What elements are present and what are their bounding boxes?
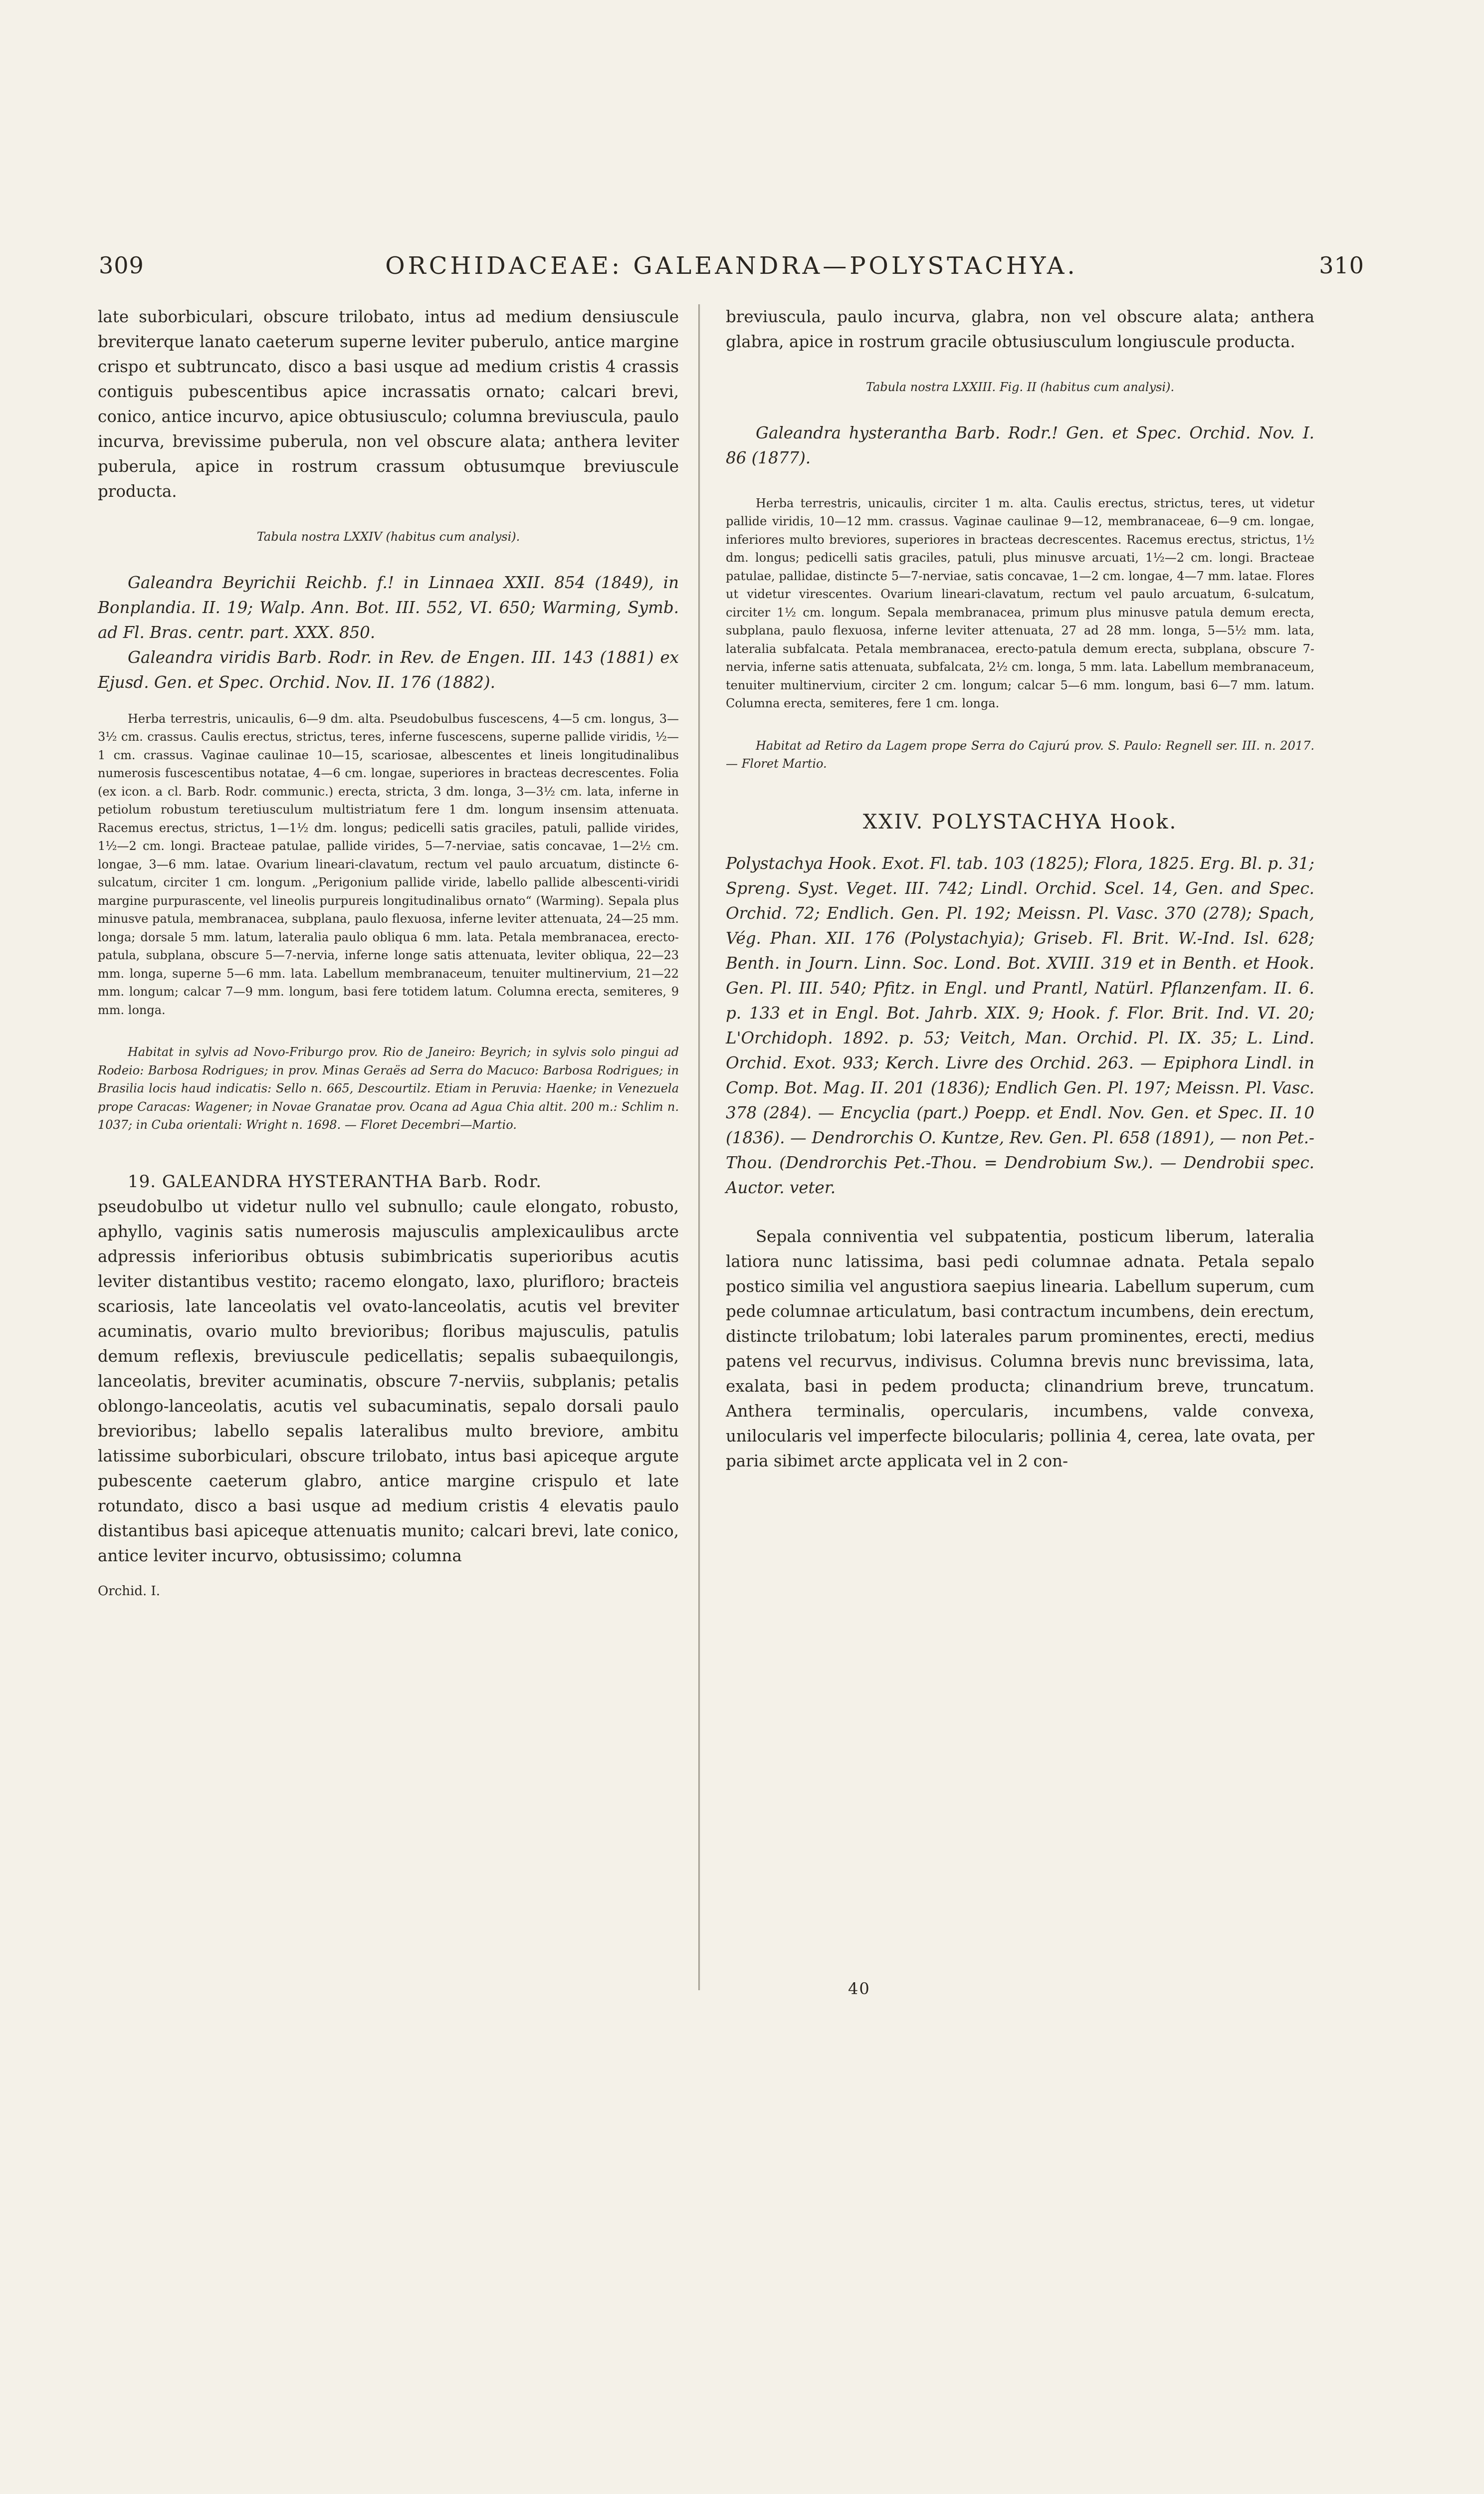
left-synonym-2: Galeandra viridis Barb. Rodr. in Rev. de Engen. III. 143 (1881) ex Ejusd. Gen. et Spec. Orchid. Nov. II. 176 (1882). xyxy=(98,647,679,692)
right-synonym: Galeandra hysterantha Barb. Rodr.! Gen. et Spec. Orchid. Nov. I. 86 (1877). xyxy=(726,423,1314,467)
right-habitat: Habitat ad Retiro da Lagem prope Serra do Cajurú prov. S. Paulo: Regnell ser. III. n. 2017. — Floret Martio. xyxy=(726,738,1314,771)
left-plate-reference: Tabula nostra LXXIV (habitus cum analysi). xyxy=(256,530,520,544)
signature-mark: Orchid. I. xyxy=(98,1583,161,1599)
left-species-diagnosis: pseudobulbo ut videtur nullo vel subnullo; caule elongato, robusto, aphyllo, vaginis satis numerosis majusculis amplexicaulibus arcte adpressis inferioribus obtusis subimbricatis superioribus acutis leviter distantibus vestito; racemo elongato, laxo, plurifloro; bracteis scariosis, late lanceolatis vel ovato-lanceolatis, acutis vel breviter acuminatis, ovario multo brevioribus; floribus majusculis, patulis demum reflexis, breviuscule pedicellatis; sepalis subaequilongis, lanceolatis, breviter acuminatis, obscure 7-nerviis, subplanis; petalis oblongo-lanceolatis, acutis vel subacuminatis, sepalo dorsali paulo brevioribus; labello sepalis lateralibus multo breviore, ambitu latissime suborbiculari, obscure trilobato, intus basi apiceque argute pubescente caeterum glabro, antice margine crispulo et late rotundato, disco a basi usque ad medium cristis 4 elevatis paulo distantibus basi apiceque attenuatis munito; calcari brevi, late conico, antice leviter incurvo, obtusissimo; columna xyxy=(98,1197,679,1565)
column-divider xyxy=(698,304,701,1990)
right-description: Herba terrestris, unicaulis, circiter 1 m. alta. Caulis erectus, strictus, teres, ut videtur pallide viridis, 10—12 mm. crassus. Vaginae caulinae 9—12, membranaceae, 6—9 cm. longae, inferiores multo breviores, superiores in bracteas decrescentes. Racemus erectus, strictus, 1½ dm. longus; pedicelli satis graciles, patuli, plus minusve arcuati, 1½—2 cm. longi. Bracteae patulae, pallidae, distincte 5—7-nerviae, satis concavae, 1—2 cm. longae, 4—7 mm. latae. Flores ut videtur virescentes. Ovarium lineari-clavatum, rectum vel paulo arcuatum, 6-sulcatum, circiter 1½ cm. longum. Sepala membranacea, primum plus minusve patula demum erecta, subplana, paulo flexuosa, inferne leviter attenuata, 27 ad 28 mm. longa, 5—5½ mm. lata, lateralia subfalcata. Petala membranacea, erecto-patula demum erecta, subplana, obscure 7-nervia, inferne satis attenuata, subfalcata, 2½ cm. longa, 5 mm. lata. Labellum membranaceum, tenuiter multinervium, circiter 2 cm. longum; calcar 5—6 mm. longum, basi 6—7 mm. latum. Columna erecta, semiteres, fere 1 cm. longa. xyxy=(726,496,1314,710)
page-number-left: 309 xyxy=(99,252,144,279)
page-header xyxy=(99,252,1364,282)
right-plate-reference: Tabula nostra LXXIII. Fig. II (habitus cum analysi). xyxy=(865,380,1175,394)
species-heading: 19. GALEANDRA HYSTERANTHA Barb. Rodr. xyxy=(128,1171,542,1192)
left-description: Herba terrestris, unicaulis, 6—9 dm. alta. Pseudobulbus fuscescens, 4—5 cm. longus, 3—3½ cm. crassus. Caulis erectus, strictus, teres, inferne fuscescens, superne pallide viridis, ½—1 cm. crassus. Vaginae caulinae 10—15, scariosae, albescentes et lineis longitudinalibus numerosis fuscescentibus notatae, 4—6 cm. longae, superiores in bracteas decrescentes. Folia (ex icon. a cl. Barb. Rodr. communic.) erecta, stricta, 3 dm. longa, 3—3½ cm. lata, inferne in petiolum robustum teretiusculum multistriatum fere 1 dm. longum insensim attenuata. Racemus erectus, strictus, 1—1½ dm. longus; pedicelli satis graciles, patuli, pallide virides, 1½—2 cm. longi. Bracteae patulae, pallide virides, 5—7-nerviae, satis concavae, 1—2½ cm. longae, 3—6 mm. latae. Ovarium lineari-clavatum, rectum vel paulo arcuatum, distincte 6-sulcatum, circiter 1 cm. longum. „Perigonium pallide viride, labello pallide albescenti-viridi margine purpurascente, vel lineolis purpureis longitudinalibus ornato“ (Warming). Sepala plus minusve patula, membranacea, subplana, paulo flexuosa, inferne leviter attenuata, 24—25 mm. longa; dorsale 5 mm. latum, lateralia paulo obliqua 6 mm. lata. Petala membranacea, erecto-patula, subplana, obscure 5—7-nervia, inferne longe satis attenuata, leviter obliqua, 22—23 mm. longa, superne 5—6 mm. lata. Labellum membranaceum, tenuiter multinervium, 21—22 mm. longum; calcar 7—9 mm. longum, basi fere totidem latum. Columna erecta, semiteres, 9 mm. longa. xyxy=(98,711,679,1017)
left-paragraph-continuation: late suborbiculari, obscure trilobato, intus ad medium densiuscule breviterque lanato caeterum superne leviter puberulo, antice margine crispo et subtruncato, disco a basi usque ad medium cristis 4 crassis contiguis pubescentibus apice incrassatis ornato; calcari brevi, conico, antice incurvo, apice obtusiusculo; columna breviuscula, paulo incurva, brevissime puberula, non vel obscure alata; anthera leviter puberula, apice in rostrum crassum obtusumque breviuscule producta. xyxy=(98,307,679,501)
left-synonym-1: Galeandra Beyrichii Reichb. f.! in Linnaea XXII. 854 (1849), in Bonplandia. II. 19; Walp. Ann. Bot. III. 552, VI. 650; Warming, Symb. ad Fl. Bras. centr. part. XXX. 850. xyxy=(98,573,679,642)
genus-synonymy: Polystachya Hook. Exot. Fl. tab. 103 (1825); Flora, 1825. Erg. Bl. p. 31; Spreng. Syst. Veget. III. 742; Lindl. Orchid. Scel. 14, Gen. and Spec. Orchid. 72; Endlich. Gen. Pl. 192; Meissn. Pl. Vasc. 370 (278); Spach, Vég. Phan. XII. 176 (Polystachyia); Griseb. Fl. Brit. W.-Ind. Isl. 628; Benth. in Journ. Linn. Soc. Lond. Bot. XVIII. 319 et in Benth. et Hook. Gen. Pl. III. 540; Pfitz. in Engl. und Prantl, Natürl. Pflanzenfam. II. 6. p. 133 et in Engl. Bot. Jahrb. XIX. 9; Hook. f. Flor. Brit. Ind. VI. 20; L'Orchidoph. 1892. p. 53; Veitch, Man. Orchid. Pl. IX. 35; L. Lind. Orchid. Exot. 933; Kerch. Livre des Orchid. 263. — Epiphora Lindl. in Comp. Bot. Mag. II. 201 (1836); Endlich Gen. Pl. 197; Meissn. Pl. Vasc. 378 (284). — Encyclia (part.) Poepp. et Endl. Nov. Gen. et Spec. II. 10 (1836). — Dendrorchis O. Kuntze, Rev. Gen. Pl. 658 (1891), — non Pet.-Thou. (Dendrorchis Pet.-Thou. = Dendrobium Sw.). — Dendrobii spec. Auctor. veter. xyxy=(726,853,1314,1197)
genus-description: Sepala conniventia vel subpatentia, posticum liberum, lateralia latiora nunc latissima, basi pedi columnae adnata. Petala sepalo postico similia vel angustiora saepius linearia. Labellum superum, cum pede columnae articulatum, basi contractum incumbens, dein erectum, distincte trilobatum; lobi laterales parum prominentes, erecti, medius patens vel recurvus, indivisus. Columna brevis nunc brevissima, lata, exalata, basi in pedem producta; clinandrium breve, truncatum. Anthera terminalis, opercularis, incumbens, valde convexa, unilocularis vel imperfecte bilocularis; pollinia 4, cerea, late ovata, per paria sibimet arcte applicata vel in 2 con- xyxy=(726,1227,1314,1470)
sheet-number: 40 xyxy=(848,1979,870,1998)
genus-section-heading: XXIV. POLYSTACHYA Hook. xyxy=(862,810,1178,833)
right-paragraph-continuation: breviuscula, paulo incurva, glabra, non vel obscure alata; anthera glabra, apice in rostrum gracile obtusiusculum longiuscule producta. xyxy=(726,307,1314,351)
page-number-right: 310 xyxy=(1319,252,1364,279)
running-title: ORCHIDACEAE: GALEANDRA—POLYSTACHYA. xyxy=(385,252,1078,280)
left-column xyxy=(98,304,679,1601)
right-column xyxy=(726,304,1314,1473)
left-habitat: Habitat in sylvis ad Novo-Friburgo prov. Rio de Janeiro: Beyrich; in sylvis solo pingui ad Rodeio: Barbosa Rodrigues; in prov. Minas Geraës ad Serra do Macuco: Barbosa Rodrigues; in Brasilia locis haud indicatis: Sello n. 665, Descourtilz. Etiam in Peruvia: Haenke; in Venezuela prope Caracas: Wagener; in Novae Granatae prov. Ocana ad Agua Chia altit. 200 m.: Schlim n. 1037; in Cuba orientali: Wright n. 1698. — Floret Decembri—Martio. xyxy=(98,1045,679,1132)
